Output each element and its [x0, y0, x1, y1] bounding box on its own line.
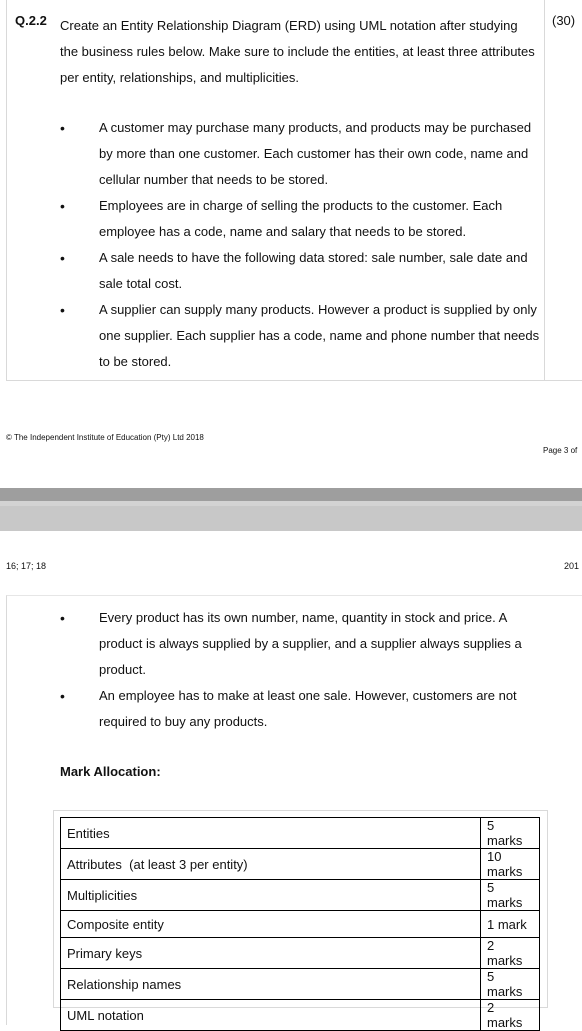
- table-cell-marks: 2 marks: [481, 1000, 540, 1031]
- copyright-footer: © The Independent Institute of Education (Pty) Ltd 2018: [6, 433, 204, 442]
- list-item: • An employee has to make at least one sale. However, customers are not required to buy any products.: [60, 683, 540, 735]
- table-row: [61, 911, 540, 938]
- table-cell-item: Primary keys: [61, 938, 481, 969]
- page-break-divider: [0, 488, 582, 531]
- table-row: [61, 880, 540, 911]
- bullet-icon: •: [60, 688, 65, 704]
- business-rules-list-page2: [60, 605, 540, 735]
- list-item: • Employees are in charge of selling the products to the customer. Each employee has a code, name and salary that needs to be stored.: [60, 193, 540, 245]
- table-cell-item: Composite entity: [61, 911, 481, 938]
- question-number: Q.2.2: [15, 13, 47, 28]
- page-header-right: 201: [564, 561, 580, 571]
- table-row: [61, 938, 540, 969]
- table-cell-item: Multiplicities: [61, 880, 481, 911]
- table-row: [61, 1000, 540, 1031]
- table-cell-item: Relationship names: [61, 969, 481, 1000]
- question-marks: (30): [552, 13, 576, 28]
- list-item: • A customer may purchase many products, and products may be purchased by more than one customer. Each customer has their own code, name and cellular number that needs to be stored.: [60, 115, 540, 193]
- list-item: • A sale needs to have the following data stored: sale number, sale date and sale total cost.: [60, 245, 540, 297]
- bullet-icon: •: [60, 302, 65, 318]
- table-cell-marks: 10 marks: [481, 849, 540, 880]
- table-row: [61, 818, 540, 849]
- table-cell-marks: 5 marks: [481, 880, 540, 911]
- table-row: [61, 969, 540, 1000]
- table-cell-marks: 1 mark: [481, 911, 540, 938]
- table-row: [61, 849, 540, 880]
- table-cell-marks: 5 marks: [481, 818, 540, 849]
- business-rules-list-page1: [60, 115, 540, 375]
- page-number: Page 3 of: [543, 446, 578, 455]
- table-cell-item: Attributes (at least 3 per entity): [61, 849, 481, 880]
- mark-allocation-table: [60, 817, 540, 1031]
- page-header-left: 16; 17; 18: [6, 561, 47, 571]
- table-cell-item: Entities: [61, 818, 481, 849]
- bullet-icon: •: [60, 198, 65, 214]
- bullet-icon: •: [60, 250, 65, 266]
- question-text: Create an Entity Relationship Diagram (ERD) using UML notation after studying the business rules below. Make sure to include the entities, at least three attributes per entity, relationships, and multiplicities.: [60, 18, 535, 85]
- mark-allocation-heading: Mark Allocation:: [60, 764, 161, 779]
- table-cell-marks: 5 marks: [481, 969, 540, 1000]
- list-item: • A supplier can supply many products. However a product is supplied by only one supplier. Each supplier has a code, name and phone number that needs to be stored.: [60, 297, 540, 375]
- bullet-icon: •: [60, 610, 65, 626]
- table-cell-item: UML notation: [61, 1000, 481, 1031]
- list-item: • Every product has its own number, name, quantity in stock and price. A product is always supplied by a supplier, and a supplier always supplies a product.: [60, 605, 540, 683]
- bullet-icon: •: [60, 120, 65, 136]
- table-cell-marks: 2 marks: [481, 938, 540, 969]
